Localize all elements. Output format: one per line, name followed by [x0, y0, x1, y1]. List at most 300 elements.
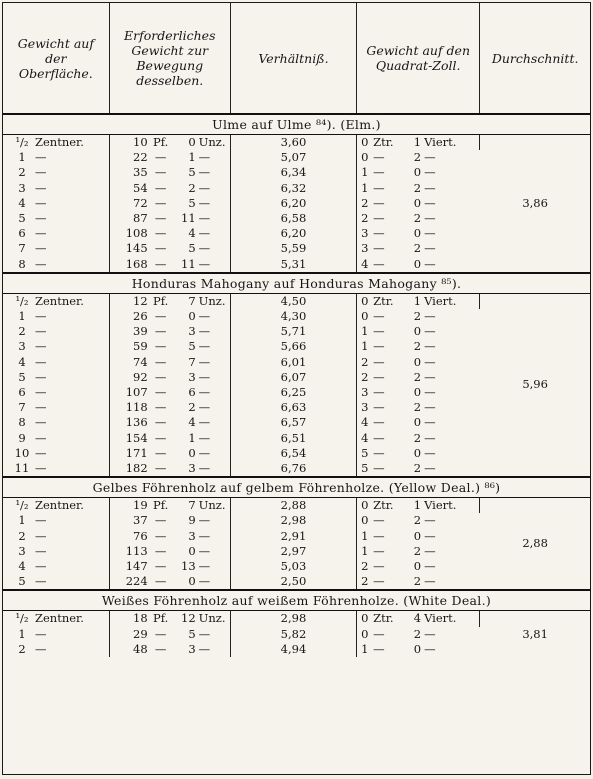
- cell-required-weight: [109, 355, 230, 370]
- ounces-unit: —: [198, 195, 211, 210]
- cell-ratio: 6,34: [230, 165, 356, 180]
- weight-value: 3: [18, 180, 26, 195]
- ounces-value: 4: [188, 226, 196, 241]
- quarter-value: 2: [413, 309, 422, 324]
- ounces-value: 0: [188, 445, 196, 460]
- quarter-unit: —: [424, 626, 436, 641]
- cell-weight-surface: [3, 513, 109, 528]
- cell-weight-surface: [3, 559, 109, 574]
- centner-unit: —: [373, 626, 385, 641]
- ounces-unit: Unz.: [198, 611, 226, 626]
- section-title-row: [3, 477, 590, 498]
- cell-weight-surface: [3, 135, 109, 151]
- pounds-value: 35: [133, 165, 148, 180]
- cell-ratio: 5,07: [230, 150, 356, 165]
- quarter-unit: Viert.: [424, 611, 457, 626]
- pounds-value: 18: [133, 611, 148, 626]
- weight-value: ¹/₂: [15, 135, 29, 149]
- cell-weight-surface: [3, 498, 109, 514]
- cell-weight-square-inch: [357, 446, 480, 461]
- pounds-unit: —: [154, 241, 167, 256]
- weight-value: ¹/₂: [15, 611, 29, 626]
- centner-unit: —: [373, 339, 385, 354]
- centner-value: 0: [361, 150, 369, 165]
- pounds-value: 168: [125, 256, 148, 271]
- ounces-value: 12: [181, 611, 196, 626]
- weight-unit: —: [35, 309, 47, 324]
- centner-unit: —: [373, 309, 385, 324]
- weight-unit: —: [35, 400, 47, 415]
- ounces-value: 7: [188, 498, 196, 513]
- cell-weight-surface: [3, 544, 109, 559]
- quarter-unit: —: [424, 309, 436, 324]
- quarter-value: 2: [413, 461, 422, 476]
- ounces-value: 0: [188, 543, 196, 558]
- cell-ratio: 5,82: [230, 627, 356, 642]
- cell-required-weight: [109, 324, 230, 339]
- cell-ratio: 5,03: [230, 559, 356, 574]
- weight-unit: —: [35, 574, 47, 589]
- cell-weight-square-inch: [357, 498, 480, 514]
- cell-weight-square-inch: [357, 529, 480, 544]
- weight-unit: —: [35, 354, 47, 369]
- cell-average: 3,86: [522, 195, 548, 210]
- cell-weight-square-inch: [357, 211, 480, 226]
- cell-weight-surface: [3, 293, 109, 309]
- ounces-value: 11: [181, 211, 196, 226]
- quarter-unit: —: [424, 400, 436, 415]
- weight-unit: —: [35, 324, 47, 339]
- cell-required-weight: [109, 544, 230, 559]
- pounds-unit: —: [154, 226, 167, 241]
- quarter-value: 2: [413, 369, 422, 384]
- cell-required-weight: [109, 498, 230, 514]
- weight-value: 6: [18, 226, 26, 241]
- quarter-value: 2: [413, 241, 422, 256]
- centner-unit: —: [373, 400, 385, 415]
- quarter-unit: —: [424, 513, 436, 528]
- centner-unit: —: [373, 211, 385, 226]
- cell-required-weight: [109, 196, 230, 211]
- pounds-value: 182: [125, 461, 148, 476]
- pounds-unit: —: [154, 430, 167, 445]
- weight-unit: —: [35, 415, 47, 430]
- centner-unit: —: [373, 241, 385, 256]
- weight-unit: Zentner.: [35, 135, 84, 149]
- cell-weight-surface: [3, 385, 109, 400]
- cell-ratio: 2,98: [230, 611, 356, 627]
- centner-unit: Ztr.: [373, 293, 394, 308]
- weight-unit: —: [35, 385, 47, 400]
- ounces-value: 7: [188, 354, 196, 369]
- ounces-unit: —: [198, 574, 211, 589]
- cell-ratio: 6,54: [230, 446, 356, 461]
- centner-unit: —: [373, 226, 385, 241]
- cell-ratio: 5,71: [230, 324, 356, 339]
- cell-required-weight: [109, 529, 230, 544]
- ounces-unit: Unz.: [198, 498, 226, 513]
- weight-unit: —: [35, 461, 47, 476]
- pounds-value: 22: [133, 150, 148, 165]
- weight-value: 1: [18, 626, 26, 641]
- centner-value: 0: [361, 498, 369, 513]
- pounds-value: 29: [133, 626, 148, 641]
- weight-unit: —: [35, 528, 47, 543]
- quarter-value: 0: [413, 528, 422, 543]
- cell-ratio: 6,57: [230, 415, 356, 430]
- ounces-unit: —: [198, 445, 211, 460]
- centner-value: 3: [361, 226, 369, 241]
- cell-weight-square-inch: [357, 339, 480, 354]
- header-average: Durchschnitt.: [480, 3, 590, 114]
- centner-value: 5: [361, 445, 369, 460]
- cell-weight-square-inch: [357, 324, 480, 339]
- cell-weight-square-inch: [357, 513, 480, 528]
- quarter-unit: —: [424, 241, 436, 256]
- cell-weight-surface: [3, 324, 109, 339]
- ounces-unit: —: [198, 559, 211, 574]
- centner-unit: —: [373, 415, 385, 430]
- cell-ratio: 5,66: [230, 339, 356, 354]
- centner-value: 5: [361, 461, 369, 476]
- cell-weight-surface: [3, 431, 109, 446]
- cell-required-weight: [109, 385, 230, 400]
- centner-unit: —: [373, 195, 385, 210]
- pounds-unit: —: [154, 385, 167, 400]
- cell-required-weight: [109, 226, 230, 241]
- ounces-value: 0: [188, 135, 196, 149]
- cell-weight-surface: [3, 461, 109, 477]
- quarter-unit: —: [424, 461, 436, 476]
- quarter-unit: —: [424, 150, 436, 165]
- pounds-value: 37: [133, 513, 148, 528]
- quarter-value: 2: [413, 574, 422, 589]
- cell-weight-surface: [3, 355, 109, 370]
- centner-unit: —: [373, 354, 385, 369]
- pounds-unit: —: [154, 400, 167, 415]
- cell-required-weight: [109, 513, 230, 528]
- ounces-value: 2: [188, 180, 196, 195]
- cell-weight-surface: [3, 611, 109, 627]
- pounds-value: 108: [125, 226, 148, 241]
- centner-value: 4: [361, 415, 369, 430]
- quarter-unit: —: [424, 165, 436, 180]
- pounds-value: 12: [133, 293, 148, 308]
- centner-unit: —: [373, 256, 385, 271]
- cell-ratio: 2,98: [230, 513, 356, 528]
- centner-unit: —: [373, 543, 385, 558]
- pounds-unit: —: [154, 180, 167, 195]
- weight-unit: —: [35, 150, 47, 165]
- centner-value: 1: [361, 180, 369, 195]
- cell-ratio: 2,50: [230, 574, 356, 590]
- cell-required-weight: [109, 211, 230, 226]
- ounces-value: 3: [188, 528, 196, 543]
- quarter-value: 2: [413, 339, 422, 354]
- ounces-value: 13: [181, 559, 196, 574]
- cell-weight-square-inch: [357, 385, 480, 400]
- pounds-value: 48: [133, 641, 148, 656]
- quarter-unit: —: [424, 385, 436, 400]
- quarter-unit: —: [424, 339, 436, 354]
- pounds-unit: —: [154, 211, 167, 226]
- cell-ratio: 6,76: [230, 461, 356, 477]
- centner-unit: Ztr.: [373, 611, 394, 626]
- centner-unit: —: [373, 150, 385, 165]
- weight-value: 11: [14, 461, 30, 476]
- quarter-unit: —: [424, 574, 436, 589]
- cell-weight-square-inch: [357, 431, 480, 446]
- ounces-value: 3: [188, 641, 196, 656]
- cell-ratio: 5,59: [230, 241, 356, 256]
- weight-unit: —: [35, 430, 47, 445]
- table-row: [3, 498, 590, 514]
- quarter-unit: —: [424, 559, 436, 574]
- cell-required-weight: [109, 559, 230, 574]
- cell-ratio: 6,25: [230, 385, 356, 400]
- quarter-unit: —: [424, 195, 436, 210]
- cell-weight-surface: [3, 150, 109, 165]
- quarter-value: 2: [413, 513, 422, 528]
- ounces-value: 3: [188, 369, 196, 384]
- section-title-row: [3, 273, 590, 294]
- cell-ratio: 6,20: [230, 196, 356, 211]
- cell-ratio: 6,20: [230, 226, 356, 241]
- header-row: [3, 3, 590, 114]
- pounds-value: 171: [125, 445, 148, 460]
- weight-value: 9: [18, 430, 26, 445]
- weight-value: 5: [18, 211, 26, 226]
- section-title-row: [3, 114, 590, 135]
- cell-weight-surface: [3, 446, 109, 461]
- pounds-value: 19: [133, 498, 148, 513]
- cell-weight-surface: [3, 257, 109, 273]
- cell-weight-surface: [3, 241, 109, 256]
- cell-ratio: 2,91: [230, 529, 356, 544]
- ounces-unit: —: [198, 513, 211, 528]
- cell-weight-square-inch: [357, 544, 480, 559]
- centner-value: 2: [361, 574, 369, 589]
- ounces-unit: —: [198, 150, 211, 165]
- quarter-value: 0: [413, 385, 422, 400]
- pounds-value: 224: [125, 574, 148, 589]
- cell-average: 2,88: [522, 536, 548, 551]
- weight-value: ¹/₂: [15, 293, 29, 308]
- centner-value: 1: [361, 641, 369, 656]
- cell-weight-surface: [3, 309, 109, 324]
- pounds-value: 147: [125, 559, 148, 574]
- pounds-value: 113: [125, 543, 148, 558]
- ounces-unit: —: [198, 226, 211, 241]
- pounds-value: 107: [125, 385, 148, 400]
- quarter-value: 0: [413, 354, 422, 369]
- ounces-value: 5: [188, 241, 196, 256]
- cell-weight-surface: [3, 370, 109, 385]
- cell-ratio: 6,63: [230, 400, 356, 415]
- pounds-unit: Pf.: [153, 498, 169, 513]
- cell-ratio: 4,94: [230, 642, 356, 657]
- quarter-value: 0: [413, 324, 422, 339]
- cell-ratio: 6,07: [230, 370, 356, 385]
- pounds-unit: —: [154, 415, 167, 430]
- weight-value: 4: [18, 354, 26, 369]
- cell-weight-surface: [3, 642, 109, 657]
- ounces-value: 0: [188, 309, 196, 324]
- quarter-value: 2: [413, 626, 422, 641]
- quarter-value: 0: [413, 256, 422, 271]
- cell-weight-square-inch: [357, 241, 480, 256]
- cell-ratio: 5,31: [230, 257, 356, 273]
- quarter-unit: —: [424, 180, 436, 195]
- centner-value: 2: [361, 354, 369, 369]
- quarter-unit: Viert.: [424, 135, 457, 149]
- centner-value: 2: [361, 211, 369, 226]
- centner-unit: —: [373, 574, 385, 589]
- section-title: Honduras Mahogany auf Honduras Mahogany ⁸⁵).: [3, 273, 590, 294]
- centner-value: 4: [361, 430, 369, 445]
- weight-value: 10: [14, 445, 30, 460]
- ounces-value: 1: [188, 430, 196, 445]
- cell-ratio: 6,51: [230, 431, 356, 446]
- cell-weight-surface: [3, 627, 109, 642]
- weight-value: 7: [18, 400, 26, 415]
- weight-value: 2: [18, 324, 26, 339]
- section-title: Ulme auf Ulme ⁸⁴). (Elm.): [3, 114, 590, 135]
- pounds-unit: —: [154, 626, 167, 641]
- cell-weight-surface: [3, 415, 109, 430]
- cell-required-weight: [109, 431, 230, 446]
- quarter-value: 2: [413, 543, 422, 558]
- ounces-unit: —: [198, 641, 211, 656]
- centner-value: 2: [361, 559, 369, 574]
- ounces-unit: —: [198, 369, 211, 384]
- pounds-value: 39: [133, 324, 148, 339]
- ounces-unit: —: [198, 256, 211, 271]
- ounces-unit: Unz.: [198, 135, 226, 149]
- weight-value: 8: [18, 415, 26, 430]
- ounces-unit: —: [198, 339, 211, 354]
- weight-unit: —: [35, 226, 47, 241]
- quarter-unit: —: [424, 226, 436, 241]
- weight-value: 4: [18, 559, 26, 574]
- pounds-unit: —: [154, 445, 167, 460]
- quarter-value: 2: [413, 430, 422, 445]
- pounds-unit: —: [154, 543, 167, 558]
- pounds-unit: —: [154, 641, 167, 656]
- weight-value: ¹/₂: [15, 498, 29, 513]
- cell-weight-square-inch: [357, 196, 480, 211]
- quarter-unit: —: [424, 256, 436, 271]
- header-weight-surface: Gewicht auf der Oberfläche.: [3, 3, 109, 114]
- pounds-value: 26: [133, 309, 148, 324]
- ounces-value: 5: [188, 339, 196, 354]
- centner-value: 0: [361, 513, 369, 528]
- cell-required-weight: [109, 446, 230, 461]
- weight-value: 5: [18, 574, 26, 589]
- document-page: [2, 2, 591, 775]
- cell-required-weight: [109, 642, 230, 657]
- cell-weight-square-inch: [357, 642, 480, 657]
- cell-required-weight: [109, 293, 230, 309]
- centner-unit: Ztr.: [373, 498, 394, 513]
- cell-required-weight: [109, 135, 230, 151]
- pounds-unit: —: [154, 354, 167, 369]
- quarter-unit: —: [424, 211, 436, 226]
- weight-value: 1: [18, 150, 26, 165]
- cell-weight-square-inch: [357, 355, 480, 370]
- table-row: [3, 611, 590, 627]
- centner-unit: —: [373, 445, 385, 460]
- centner-value: 0: [361, 309, 369, 324]
- pounds-value: 54: [133, 180, 148, 195]
- centner-value: 0: [361, 626, 369, 641]
- pounds-value: 59: [133, 339, 148, 354]
- centner-value: 0: [361, 293, 369, 308]
- ounces-unit: —: [198, 528, 211, 543]
- quarter-value: 0: [413, 226, 422, 241]
- pounds-unit: —: [154, 461, 167, 476]
- header-ratio: Verhältniß.: [230, 3, 356, 114]
- cell-required-weight: [109, 309, 230, 324]
- cell-weight-surface: [3, 165, 109, 180]
- weight-unit: —: [35, 195, 47, 210]
- pounds-unit: —: [154, 324, 167, 339]
- ounces-unit: —: [198, 400, 211, 415]
- weight-value: 1: [18, 513, 26, 528]
- ounces-value: 5: [188, 195, 196, 210]
- pounds-value: 87: [133, 211, 148, 226]
- ounces-value: 6: [188, 385, 196, 400]
- section-title-row: [3, 590, 590, 611]
- cell-weight-square-inch: [357, 559, 480, 574]
- ounces-unit: —: [198, 211, 211, 226]
- weight-unit: —: [35, 256, 47, 271]
- quarter-value: 0: [413, 559, 422, 574]
- pounds-unit: —: [154, 513, 167, 528]
- cell-weight-square-inch: [357, 226, 480, 241]
- quarter-unit: Viert.: [424, 498, 457, 513]
- weight-value: 2: [18, 641, 26, 656]
- cell-weight-surface: [3, 226, 109, 241]
- weight-value: 6: [18, 385, 26, 400]
- quarter-unit: —: [424, 543, 436, 558]
- weight-value: 3: [18, 543, 26, 558]
- cell-weight-square-inch: [357, 370, 480, 385]
- weight-unit: —: [35, 543, 47, 558]
- table-body: [3, 114, 590, 657]
- centner-value: 4: [361, 256, 369, 271]
- pounds-value: 154: [125, 430, 148, 445]
- centner-value: 1: [361, 324, 369, 339]
- quarter-value: 2: [413, 150, 422, 165]
- weight-unit: Zentner.: [35, 611, 84, 626]
- ounces-unit: —: [198, 324, 211, 339]
- centner-unit: —: [373, 369, 385, 384]
- pounds-unit: —: [154, 559, 167, 574]
- quarter-value: 0: [413, 165, 422, 180]
- quarter-unit: —: [424, 528, 436, 543]
- quarter-value: 1: [413, 135, 422, 149]
- ounces-unit: —: [198, 385, 211, 400]
- centner-unit: —: [373, 528, 385, 543]
- centner-unit: —: [373, 513, 385, 528]
- ounces-value: 1: [188, 150, 196, 165]
- centner-unit: —: [373, 461, 385, 476]
- ounces-unit: —: [198, 241, 211, 256]
- cell-required-weight: [109, 241, 230, 256]
- ounces-value: 0: [188, 574, 196, 589]
- ounces-value: 5: [188, 626, 196, 641]
